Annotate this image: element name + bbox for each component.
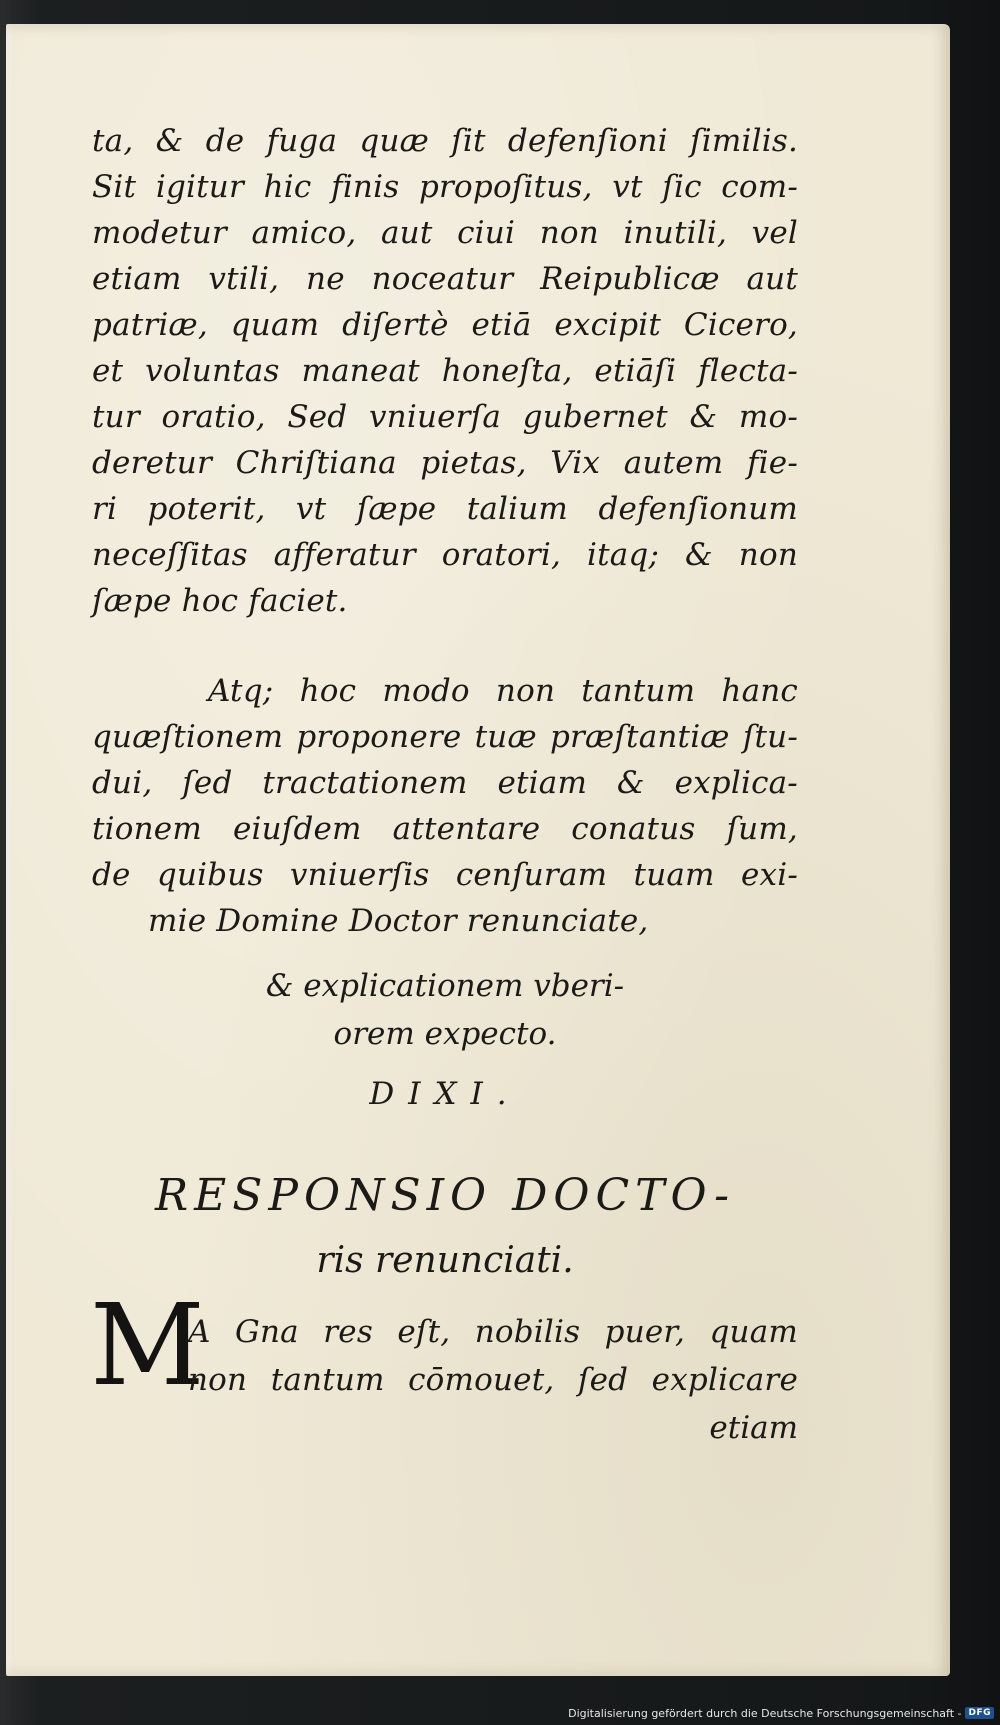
paragraph-3 [188,1308,798,1404]
text-line: ta, & de fuga quæ ſit defenſioni ſimilis. [92,123,798,159]
text-line: dui, ſed tractationem etiam & explica- [92,765,798,801]
paragraph-1 [92,118,798,624]
section-heading: RESPONSIO DOCTO- [154,1170,736,1221]
text-line: non tantum cōmouet, ſed explicare [188,1362,798,1398]
text-line: de quibus vniuerſis cenſuram tuam exi- [92,857,798,893]
dfg-logo-icon: DFG [965,1707,994,1719]
text-line: mie Domine Doctor renunciate, [148,903,649,939]
text-line: tionem eiuſdem attentare conatus ſum, [92,811,798,847]
catchword: etiam [709,1410,798,1446]
text-line: Atq; hoc modo non tantum hanc [208,673,798,709]
text-line: etiam vtili, ne noceatur Reipublicæ aut [92,261,798,297]
paragraph-2 [92,668,798,944]
text-line: ſæpe hoc faciet. [92,583,348,619]
text-line: patriæ, quam diſertè etiā excipit Cicero, [92,307,798,343]
text-line: ri poterit, vt ſæpe talium defenſionum [92,491,798,527]
text-line: Sit igitur hic finis propoſitus, vt ſic com- [92,169,798,205]
drop-cap: M [90,1281,205,1411]
text-line: neceſſitas afferatur oratori, itaq; & non [92,537,798,573]
text-line: & explicationem vberi- [265,968,625,1004]
text-line: modetur amico, aut ciui non inutili, vel [92,215,798,251]
closing-lines [92,962,798,1058]
text-line: quæſtionem proponere tuæ præſtantiæ ſtu- [92,719,798,755]
digitization-footer [568,1704,994,1722]
text-line: orem expecto. [333,1016,557,1052]
text-line: et voluntas maneat honeſta, etiāſi flecta- [92,353,798,389]
footer-text: Digitalisierung gefördert durch die Deutsche Forschungsgemeinschaft - [568,1706,962,1720]
text-line: tur oratio, Sed vniuerſa gubernet & mo- [92,399,798,435]
dixi-signoff: DIXI. [369,1076,521,1112]
section-subheading: ris renunciati. [316,1240,574,1281]
text-line: deretur Chriſtiana pietas, Vix autem fie- [92,445,798,481]
text-line: A Gna res eſt, nobilis puer, quam [188,1314,798,1350]
